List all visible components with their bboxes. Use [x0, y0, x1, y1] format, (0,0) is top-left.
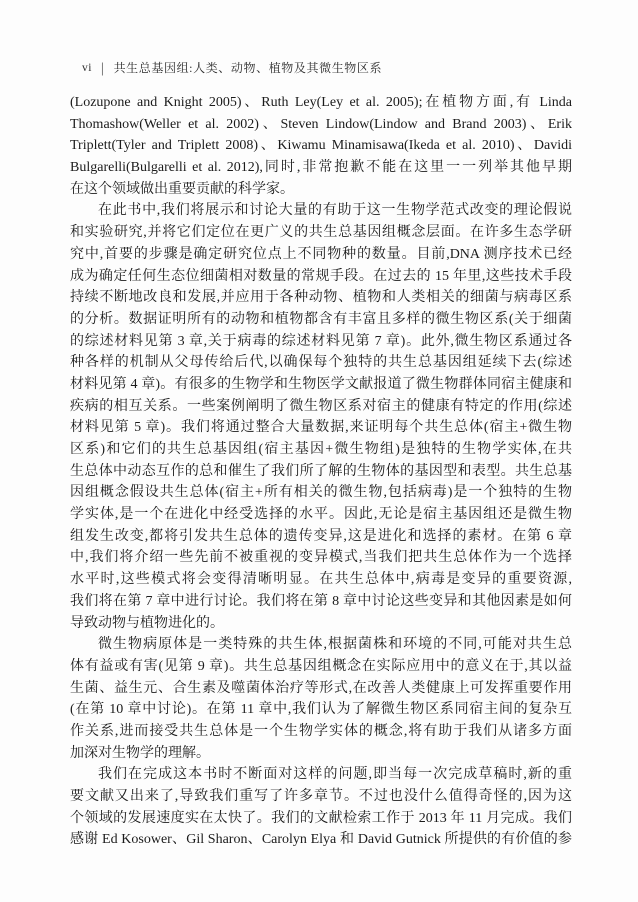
- text-line: 生总体中动态互作的总和催生了我们所了解的生物体的基因型和表型。共生总基: [70, 463, 572, 479]
- text-line: 成为确定任何生态位细菌相对数量的常规手段。在过去的 15 年里,这些技术手段: [70, 268, 572, 284]
- text-line: (在第 10 章中讨论)。在第 11 章中,我们认为了解微生物区系同宿主间的复杂互: [70, 702, 572, 718]
- paragraph: [70, 92, 572, 200]
- text-line: 我们在完成这本书时不断面对这样的问题,即当每一次完成草稿时,新的重: [98, 767, 572, 783]
- text-line: 组发生改变,都将引发共生总体的遗传变异,这是进化和选择的素材。在第 6 章: [70, 528, 572, 544]
- text-line: 生菌、益生元、合生素及噬菌体治疗等形式,在改善人类健康上可发挥重要作用: [70, 680, 572, 696]
- text-line: 疾病的相互关系。一些案例阐明了微生物区系对宿主的健康有特定的作用(综述: [70, 398, 572, 414]
- text-line: 中,我们将介绍一些先前不被重视的变异模式,当我们把共生总体作为一个选择: [70, 550, 572, 566]
- text-line: 微生物病原体是一类特殊的共生体,根据菌株和环境的不同,可能对共生总: [98, 637, 572, 653]
- text-line: (Lozupone and Knight 2005)、Ruth Ley(Ley et al. 2005);在植物方面,有 Linda: [70, 95, 572, 110]
- text-line: 加深对生物学的理解。: [70, 745, 210, 761]
- text-line: 作关系,进而接受共生总体是一个生物学实体的概念,将有助于我们从诸多方面: [70, 723, 572, 739]
- text-line: 区系)和它们的共生总基因组(宿主基因+微生物组)是独特的生物学实体,在共: [70, 442, 572, 457]
- text-line: 究中,首要的步骤是确定研究位点上不同物种的数量。目前,DNA 测序技术已经: [70, 246, 572, 262]
- text-line: 持续不断地改良和发展,并应用于各种动物、植物和人类相关的细菌与病毒区系: [70, 290, 572, 306]
- header-separator-bar: |: [100, 58, 104, 76]
- text-line: 在此书中,我们将展示和讨论大量的有助于这一生物学范式改变的理论假说: [98, 203, 572, 219]
- page-number: vi: [82, 61, 92, 74]
- text-line: 我们将在第 7 章中进行讨论。我们将在第 8 章中讨论这些变异和其他因素是如何: [70, 593, 572, 609]
- text-line: Thomashow(Weller et al. 2002)、Steven Lindow(Lindow and Brand 2003)、Erik: [70, 116, 572, 132]
- page-header: [82, 59, 578, 76]
- text-line: 材料见第 5 章)。我们将通过整合大量数据,来证明每个共生总体(宿主+微生物: [70, 420, 572, 436]
- text-line: 感谢 Ed Kosower、Gil Sharon、Carolyn Elya 和 David Gutnick 所提供的有价值的参: [70, 832, 572, 848]
- text-line: 的综述材料见第 3 章,关于病毒的综述材料见第 7 章)。此外,微生物区系通过各: [70, 333, 572, 349]
- text-line: 的分析。数据证明所有的动物和植物都含有丰富且多样的微生物区系(关于细菌: [70, 311, 572, 327]
- paragraph: [70, 634, 572, 764]
- text-line: 个领域的发展速度实在太快了。我们的文献检索工作于 2013 年 11 月完成。我们: [70, 810, 572, 826]
- text-line: 在这个领域做出重要贡献的科学家。: [70, 181, 294, 197]
- page-body: [70, 92, 572, 851]
- text-line: Triplett(Tyler and Triplett 2008)、Kiwamu Minamisawa(Ikeda et al. 2010)、Davidi: [70, 138, 572, 154]
- running-title: 共生总基因组:人类、动物、植物及其微生物区系: [113, 61, 383, 75]
- text-line: 种各样的机制从父母传给后代,以确保每个独特的共生总基因组延续下去(综述: [70, 355, 572, 371]
- text-line: 体有益或有害(见第 9 章)。共生总基因组概念在实际应用中的意义在于,其以益: [70, 658, 572, 674]
- paragraph: [70, 764, 572, 851]
- text-line: 学实体,是一个在进化中经受选择的水平。因此,无论是宿主基因组还是微生物: [70, 507, 572, 523]
- text-line: 导致动物与植物进化的。: [70, 615, 224, 631]
- text-line: 水平时,这些模式将会变得清晰明显。在共生总体中,病毒是变异的重要资源,: [70, 572, 572, 588]
- text-line: 材料见第 4 章)。有很多的生物学和生物医学文献报道了微生物群体同宿主健康和: [70, 376, 572, 392]
- text-line: Bulgarelli(Bulgarelli et al. 2012),同时,非常抱歉不能在这里一一列举其他早期: [70, 160, 572, 176]
- paragraph: [70, 200, 572, 634]
- text-line: 和实验研究,并将它们定位在更广义的共生总基因组概念层面。在许多生态学研: [70, 225, 572, 241]
- text-line: 要文献又出来了,导致我们重写了许多章节。不过也没什么值得奇怪的,因为这: [70, 789, 572, 804]
- text-line: 因组概念假设共生总体(宿主+所有相关的微生物,包括病毒)是一个独特的生物: [70, 485, 572, 501]
